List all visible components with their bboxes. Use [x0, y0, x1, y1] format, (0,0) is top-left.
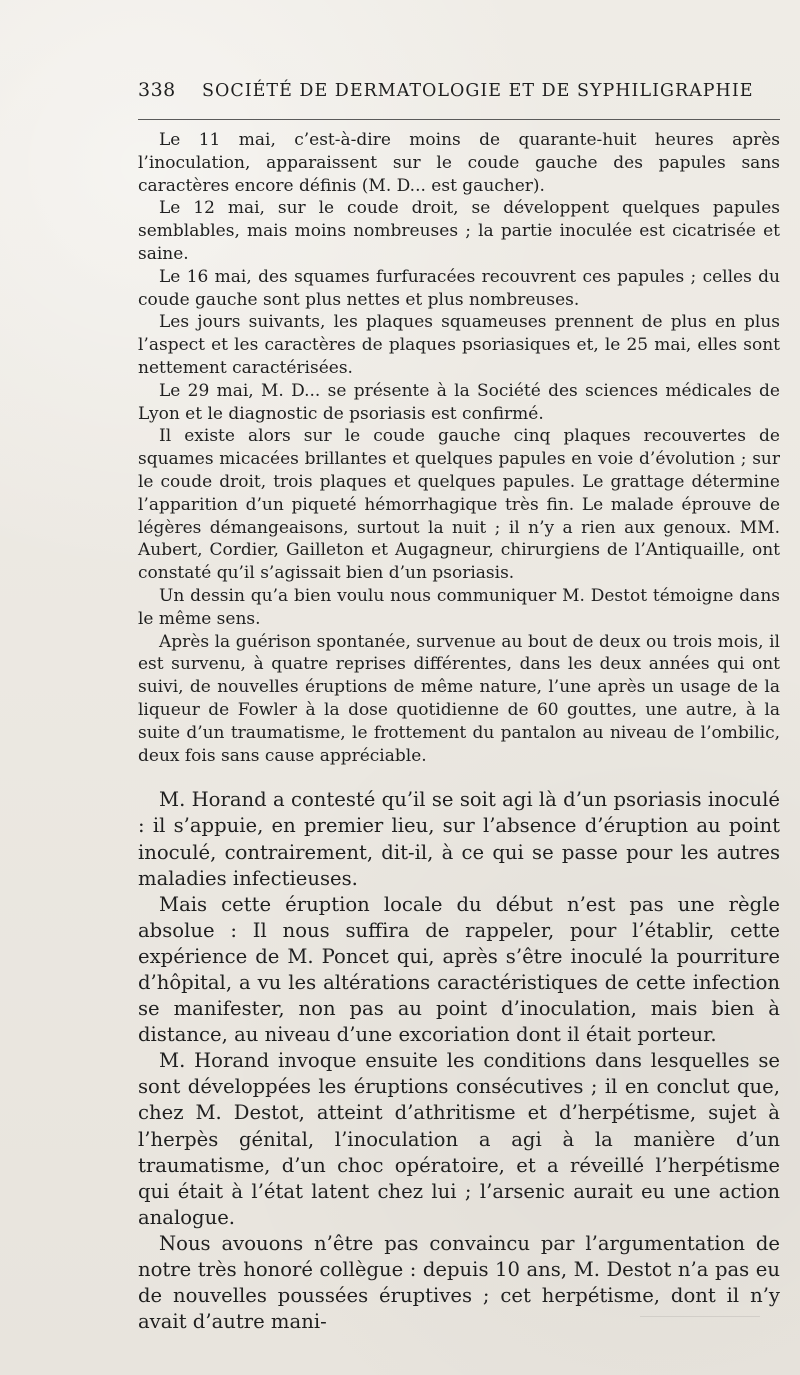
paragraph-1: Le 11 mai, c’est-à-dire moins de quarante-huit heures après l’inoculation, apparaissent sur le coude gauche des papules sans caractères encore définis (M. D... est gaucher). — [138, 130, 780, 196]
body-text — [138, 129, 780, 1335]
paragraph-3: Le 16 mai, des squames furfuracées recouvrent ces papules ; celles du coude gauche sont plus nettes et plus nombreuses. — [138, 266, 780, 310]
paragraph-2: Le 12 mai, sur le coude droit, se développent quelques papules semblables, mais moins nombreuses ; la partie inoculée est cicatrisée et saine. — [138, 198, 780, 264]
page-header — [138, 79, 778, 109]
paragraph-12: Nous avouons n’être pas convaincu par l’argumentation de notre très honoré collègue : depuis 10 ans, M. Destot n’a pas eu de nouvelles poussées éruptives ; cet herpétisme, dont il n’y avait d’autre mani- — [138, 1231, 780, 1334]
running-title: SOCIÉTÉ DE DERMATOLOGIE ET DE SYPHILIGRAPHIE — [202, 81, 754, 101]
discussion-section — [138, 787, 780, 1335]
paragraph-10: Mais cette éruption locale du début n’est pas une règle absolue : Il nous suffira de rappeler, pour l’établir, cette expérience de M. Poncet qui, après s’être inoculé la pourriture d’hôpital, a vu les altérations caractéristiques de cette infection se manifester, non pas au point d’inoculation, mais bien à distance, au niveau d’une excoriation dont il était porteur. — [138, 892, 780, 1047]
paragraph-9: M. Horand a contesté qu’il se soit agi là d’un psoriasis inoculé : il s’appuie, en premier lieu, sur l’absence d’éruption au point inoculé, contrairement, dit-il, à ce qui se passe pour les autres maladies infectieuses. — [138, 788, 780, 890]
paragraph-11: M. Horand invoque ensuite les conditions dans lesquelles se sont développées les éruptions consécutives ; il en conclut que, chez M. Destot, atteint d’athritisme et d’herpétisme, sujet à l’herpès génital, l’inoculation a agi à la manière d’un traumatisme, d’un choc opératoire, et a réveillé l’herpétisme qui était à l’état latent chez lui ; l’arsenic aurait eu une action analogue. — [138, 1049, 780, 1229]
paragraph-7: Un dessin qu’a bien voulu nous communiquer M. Destot témoigne dans le même sens. — [138, 585, 780, 629]
page-edge-mark — [640, 1316, 760, 1317]
page-number: 338 — [138, 79, 176, 101]
paragraph-6: Il existe alors sur le coude gauche cinq plaques recouvertes de squames micacées brillantes et quelques papules en voie d’évolution ; sur le coude droit, trois plaques et quelques papules. Le grattage détermine l’apparition d’un piqueté hémorrhagique très fin. Le malade éprouve de légères démangeaisons, surtout la nuit ; il n’y a rien aux genoux. MM. Aubert, Cordier, Gailleton et Augagneur, chirurgiens de l’Antiquaille, ont constaté qu’il s’agissait bien d’un psoriasis. — [138, 426, 780, 584]
paragraph-4: Les jours suivants, les plaques squameuses prennent de plus en plus l’aspect et les caractères de plaques psoriasiques et, le 25 mai, elles sont nettement caractérisées. — [138, 312, 780, 378]
paragraph-8: Après la guérison spontanée, survenue au bout de deux ou trois mois, il est survenu, à quatre reprises différentes, dans les deux années qui ont suivi, de nouvelles éruptions de même nature, l’une après un usage de la liqueur de Fowler à la dose quotidienne de 60 gouttes, une autre, à la suite d’un traumatisme, le frottement du pantalon au niveau de l’ombilic, deux fois sans cause appréciable. — [138, 631, 780, 766]
case-details-section — [138, 129, 780, 767]
header-rule — [138, 119, 780, 120]
paragraph-5: Le 29 mai, M. D... se présente à la Société des sciences médicales de Lyon et le diagnostic de psoriasis est confirmé. — [138, 380, 780, 424]
